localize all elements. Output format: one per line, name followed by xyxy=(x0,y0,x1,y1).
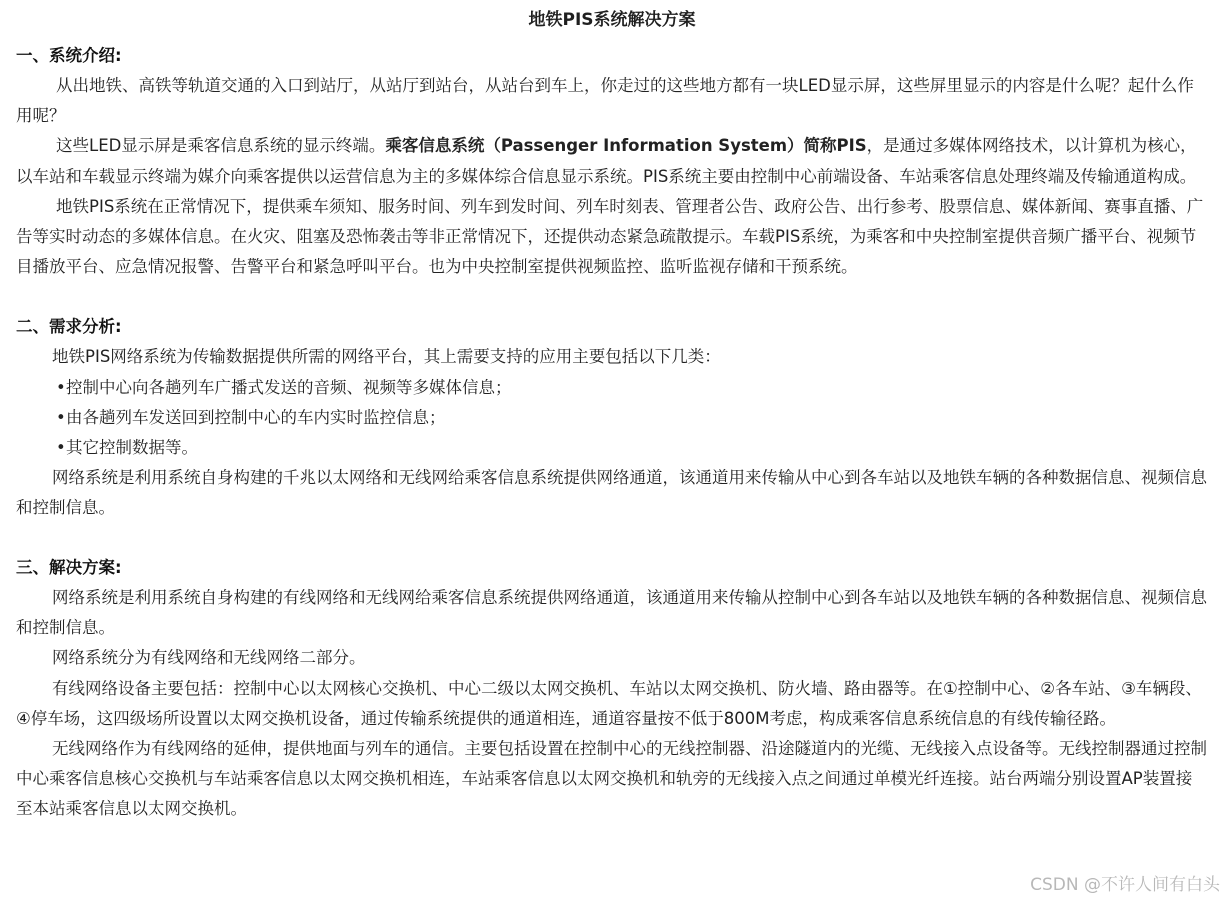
intro-paragraph-3: 地铁PIS系统在正常情况下，提供乘车须知、服务时间、列车到发时间、列车时刻表、管理者公告、政府公告、出行参考、股票信息、媒体新闻、赛事直播、广告等实时动态的多媒体信息。在火灾、阻塞及恐怖袭击等非正常情况下，还提供动态紧急疏散提示。车载PIS系统，为乘客和中央控制室提供音频广播平台、视频节目播放平台、应急情况报警、告警平台和紧急呼叫平台。也为中央控制室提供视频监控、监听监视存储和干预系统。 xyxy=(16,196,1204,277)
requirements-paragraph: 网络系统是利用系统自身构建的千兆以太网络和无线网给乘客信息系统提供网络通道，该通道用来传输从中心到各车站以及地铁车辆的各种数据信息、视频信息和控制信息。 xyxy=(16,467,1207,517)
intro-p2-post: ，是通过多媒体网络技术，以计算机为核心，以车站和车载显示终端为媒介向乘客提供以运营信息为主的多媒体综合信息显示系统。PIS系统主要由控制中心前端设备、车站乘客信息处理终端及传输通道构成。 xyxy=(16,136,1197,186)
solution-paragraph-4: 无线网络作为有线网络的延伸，提供地面与列车的通信。主要包括设置在控制中心的无线控制器、沿途隧道内的光缆、无线接入点设备等。无线控制器通过控制中心乘客信息核心交换机与车站乘客信息以太网交换机相连，车站乘客信息以太网交换机和轨旁的无线接入点之间通过单模光纤连接。站台两端分别设置AP装置接至本站乘客信息以太网交换机。 xyxy=(16,739,1207,819)
solution-paragraph-2: 网络系统分为有线网络和无线网络二部分。 xyxy=(52,648,366,668)
section-heading-solution: 三、解决方案: xyxy=(16,558,122,578)
csdn-watermark: CSDN @不许人间有白头 xyxy=(1030,875,1220,895)
requirements-intro: 地铁PIS网络系统为传输数据提供所需的网络平台，其上需要支持的应用主要包括以下几类： xyxy=(52,347,721,367)
list-item: • 其它控制数据等。 xyxy=(56,433,1208,463)
article xyxy=(16,0,1208,825)
solution-paragraph-3: 有线网络设备主要包括：控制中心以太网核心交换机、中心二级以太网交换机、车站以太网交换机、防火墙、路由器等。在①控制中心、②各车站、③车辆段、④停车场，这四级场所设置以太网交换机设备，通过传输系统提供的通道相连，通道容量按不低于800M考虑，构成乘客信息系统信息的有线传输径路。 xyxy=(16,678,1202,728)
list-item: • 由各趟列车发送回到控制中心的车内实时监控信息； xyxy=(56,403,1208,433)
intro-paragraph-1: 从出地铁、高铁等轨道交通的入口到站厅，从站厅到站台，从站台到车上，你走过的这些地方都有一块LED显示屏，这些屏里显示的内容是什么呢？起什么作用呢？ xyxy=(16,76,1194,126)
solution-paragraph-1: 网络系统是利用系统自身构建的有线网络和无线网给乘客信息系统提供网络通道，该通道用来传输从控制中心到各车站以及地铁车辆的各种数据信息、视频信息和控制信息。 xyxy=(16,588,1207,638)
pis-definition-bold: 乘客信息系统（Passenger Information System）简称PIS xyxy=(385,136,867,156)
page-title: 地铁PIS系统解决方案 xyxy=(528,10,696,30)
list-item: • 控制中心向各趟列车广播式发送的音频、视频等多媒体信息； xyxy=(56,373,1208,403)
section-heading-requirements: 二、需求分析: xyxy=(16,317,122,337)
intro-paragraph-2 xyxy=(16,131,1208,191)
requirements-list xyxy=(16,373,1208,463)
section-heading-intro: 一、系统介绍: xyxy=(16,46,122,65)
intro-p2-pre: 这些LED显示屏是乘客信息系统的显示终端。 xyxy=(56,136,386,156)
